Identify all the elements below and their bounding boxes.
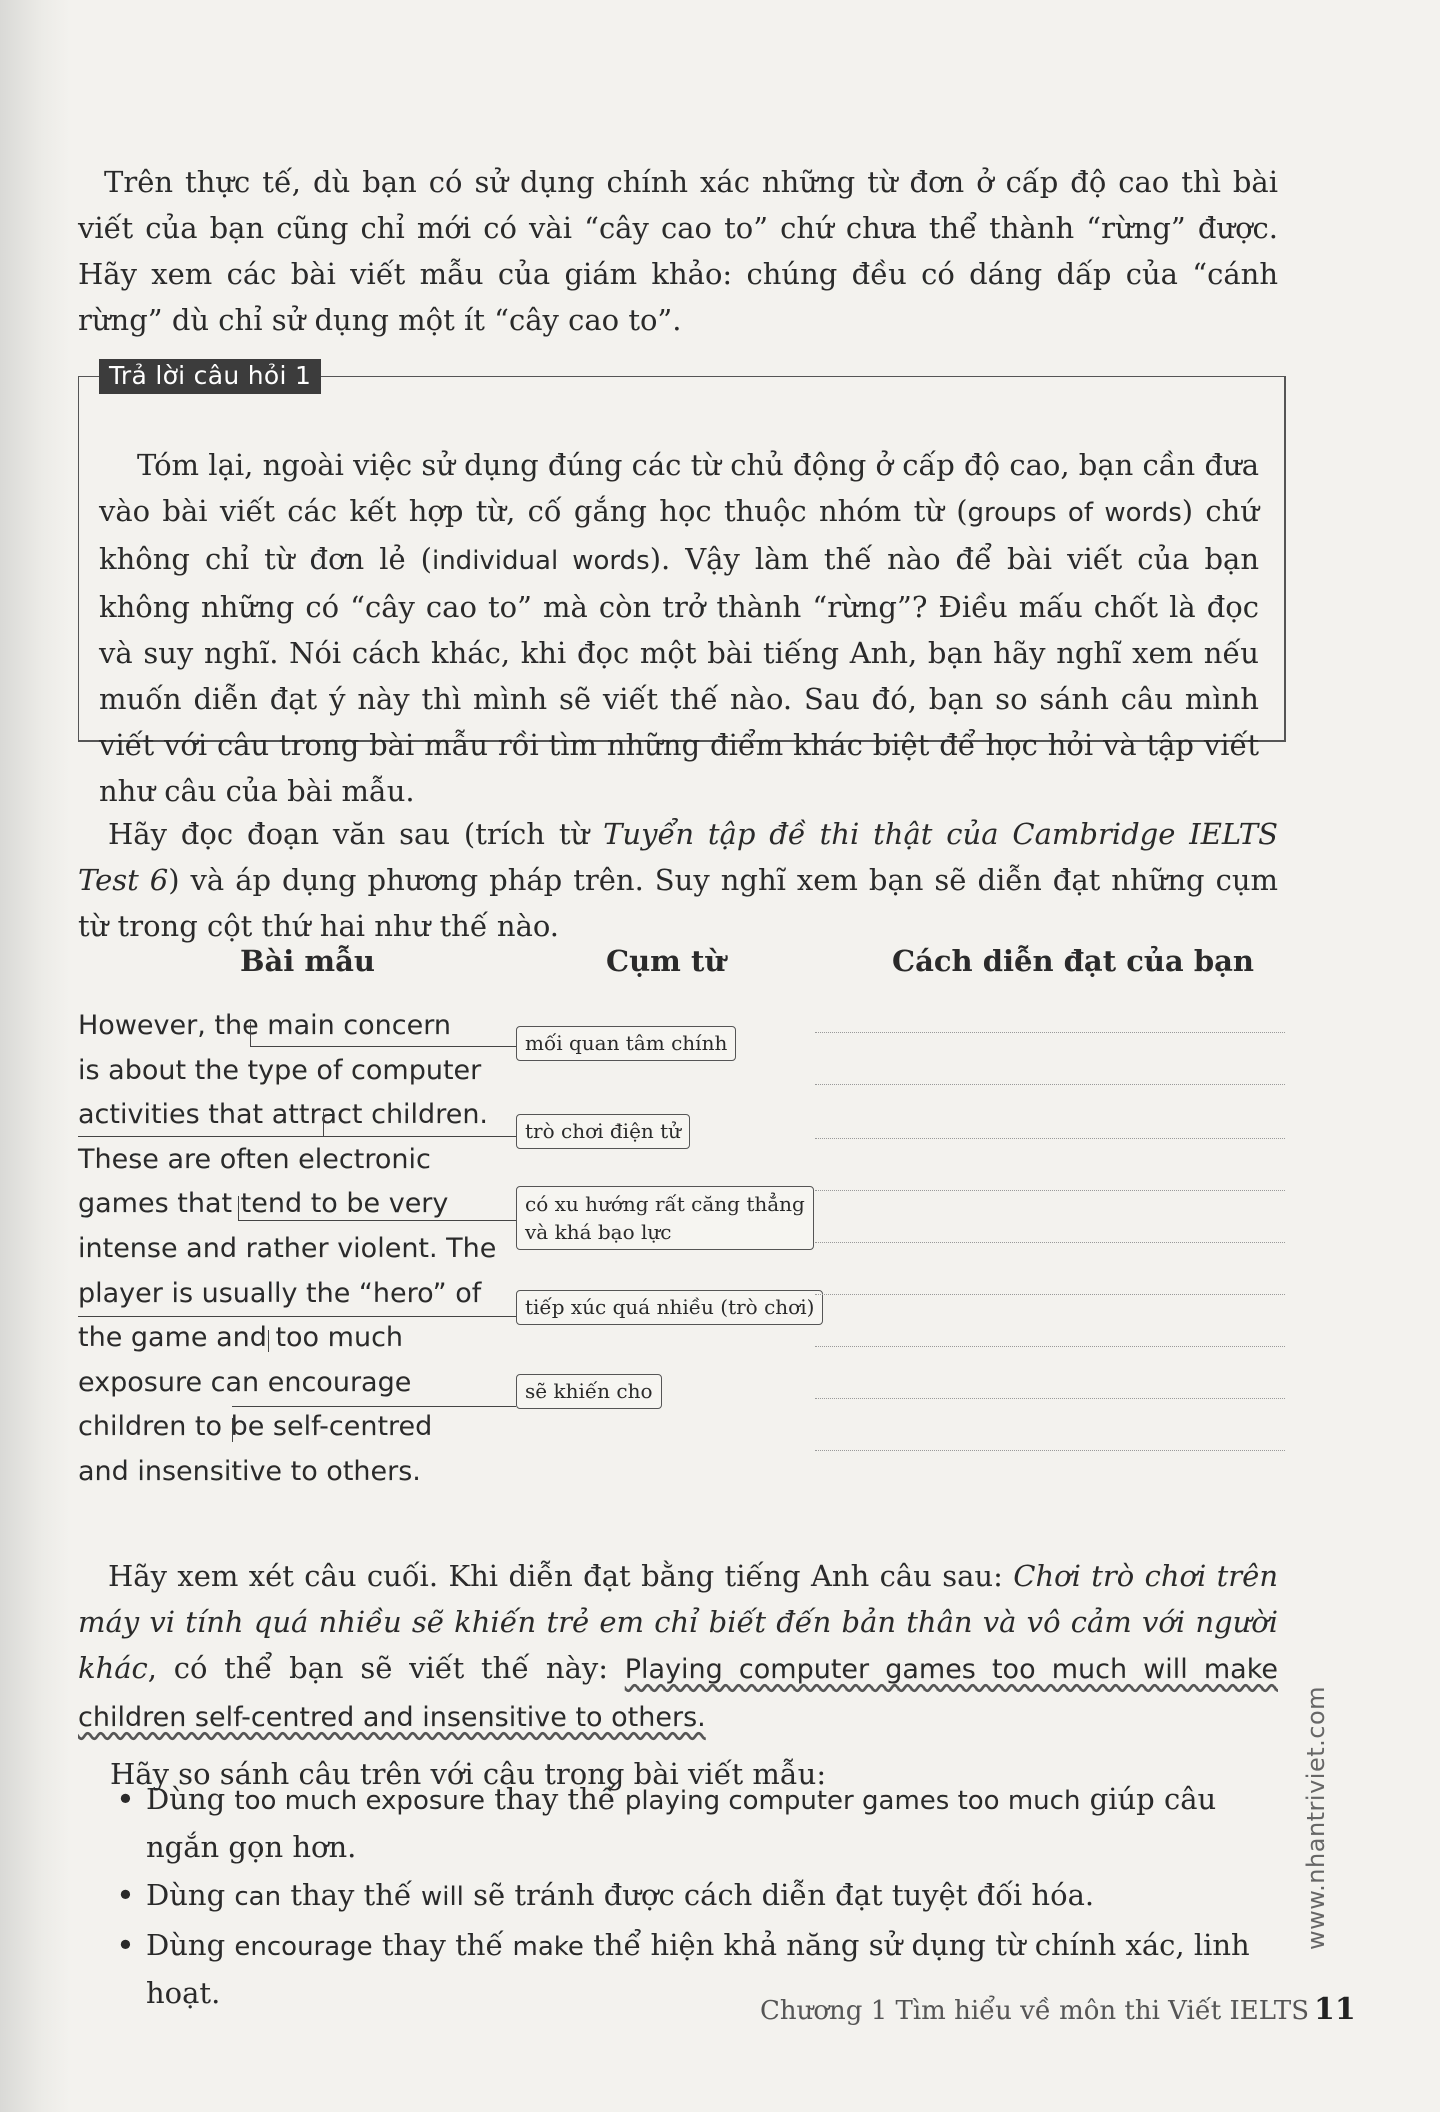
page-edge-shadow	[0, 0, 70, 2112]
bullet-text: thể hiện khả năng sử dụng từ chính xác, linh hoạt.	[146, 1928, 1250, 2010]
bullet-text: thay thế	[281, 1878, 421, 1912]
sample-line: children to be self-centred	[78, 1411, 433, 1443]
comparison-list	[110, 1776, 1290, 2018]
connector-line	[268, 1330, 269, 1352]
bullet-term: can	[234, 1882, 282, 1912]
answer-line[interactable]	[815, 1294, 1285, 1295]
bullet-text: thay thế	[484, 1782, 625, 1816]
compare-intro: Hãy so sánh câu trên với câu trong bài viết mẫu:	[110, 1757, 827, 1791]
answer-line[interactable]	[815, 1138, 1285, 1139]
bullet-term: will	[420, 1882, 464, 1912]
sample-line: intense and rather violent. The	[78, 1232, 497, 1264]
answer-text-part: Tóm lại, ngoài việc sử dụng đúng các từ chủ động ở cấp độ cao, bạn cần đưa vào bài viết các kết hợp từ, cố gắng học thuộc nhóm từ (	[99, 448, 1259, 528]
analysis-paragraph	[78, 1553, 1278, 1741]
answer-line[interactable]	[815, 1346, 1285, 1347]
phrase-box: mối quan tâm chính	[516, 1026, 736, 1061]
english-sentence: Playing computer games too much will make children self-centred and insensitive to others.	[78, 1654, 1278, 1733]
bullet-term: playing computer games too much	[624, 1786, 1081, 1816]
sample-line: is about the type of computer	[78, 1054, 482, 1086]
column-header-phrase: Cụm từ	[606, 944, 726, 978]
analysis-text: Hãy xem xét câu cuối. Khi diễn đạt bằng tiếng Anh câu sau:	[108, 1559, 1014, 1593]
instruction-paragraph	[78, 811, 1278, 949]
bullet-term: too much exposure	[234, 1786, 485, 1816]
sample-line: However, the main concern	[78, 1010, 451, 1041]
column-header-sample: Bài mẫu	[240, 944, 375, 978]
answer-line[interactable]	[815, 1450, 1285, 1451]
connector-line	[323, 1112, 324, 1136]
intro-paragraph: Trên thực tế, dù bạn có sử dụng chính xác những từ đơn ở cấp độ cao thì bài viết của bạn cũng chỉ mới có vài “cây cao to” chứ chưa thể thành “rừng” được. Hãy xem các bài viết mẫu của giám khảo: chúng đều có dáng dấp của “cánh rừng” dù chỉ sử dụng một ít “cây cao to”.	[78, 165, 1278, 337]
publisher-url: www.nhantriviet.com	[1302, 1685, 1330, 1950]
answer-line[interactable]	[815, 1398, 1285, 1399]
sample-passage	[78, 1004, 518, 1495]
sample-line: player is usually the “hero” of	[78, 1277, 482, 1309]
analysis-text: , có thể bạn sẽ viết thế này:	[147, 1651, 625, 1685]
bullet-text: thay thế	[372, 1928, 513, 1962]
connector-line	[232, 1406, 516, 1407]
chapter-footer: Chương 1 Tìm hiểu về môn thi Viết IELTS	[760, 1996, 1310, 2026]
connector-line	[232, 1418, 233, 1442]
connector-line	[250, 1022, 251, 1046]
instruction-text: Hãy đọc đoạn văn sau (trích từ	[108, 817, 604, 851]
answer-box-text	[99, 442, 1259, 814]
bullet-text: sẽ tránh được cách diễn đạt tuyệt đối hóa.	[463, 1878, 1095, 1912]
sample-line: exposure can encourage	[78, 1366, 412, 1398]
connector-line	[78, 1136, 516, 1137]
column-header-yours: Cách diễn đạt của bạn	[892, 944, 1254, 978]
connector-line	[238, 1220, 516, 1221]
answer-box	[78, 361, 1286, 808]
phrase-box	[516, 1186, 814, 1250]
connector-line	[78, 1316, 516, 1317]
book-title: Tuyển tập đề thi thật của Cambridge IELTS Test 6	[78, 817, 1278, 897]
answer-text-part: ) chứ không chỉ từ đơn lẻ (	[99, 494, 1259, 576]
answer-line[interactable]	[815, 1242, 1285, 1243]
list-item	[110, 1872, 1290, 1920]
sample-line: These are often electronic	[78, 1143, 431, 1175]
list-item	[110, 1776, 1290, 1870]
bullet-text: giúp câu ngắn gọn hơn.	[146, 1782, 1217, 1864]
instruction-text: ) và áp dụng phương pháp trên. Suy nghĩ xem bạn sẽ diễn đạt những cụm từ trong cột thứ hai như thế nào.	[78, 863, 1278, 943]
sample-line: the game and too much	[78, 1322, 404, 1354]
page-number: 11	[1314, 1992, 1356, 2027]
phrase-box: sẽ khiến cho	[516, 1374, 662, 1409]
answer-line[interactable]	[815, 1032, 1285, 1033]
answer-term: groups of words	[967, 498, 1182, 528]
connector-line	[250, 1046, 516, 1047]
answer-line[interactable]	[815, 1084, 1285, 1085]
answer-line[interactable]	[815, 1190, 1285, 1191]
bullet-term: make	[512, 1932, 584, 1962]
connector-line	[238, 1196, 239, 1220]
bullet-text: Dùng	[146, 1782, 235, 1816]
answer-box-tag: Trả lời câu hỏi 1	[99, 359, 321, 394]
vietnamese-sentence: Chơi trò chơi trên máy vi tính quá nhiều sẽ khiến trẻ em chỉ biết đến bản thân và vô cảm với người khác	[78, 1559, 1278, 1685]
bullet-term: encourage	[234, 1932, 373, 1962]
sample-line: and insensitive to others.	[78, 1455, 421, 1487]
sample-line: activities that attract children.	[78, 1099, 489, 1131]
answer-text-part: ). Vậy làm thế nào để bài viết của bạn không những có “cây cao to” mà còn trở thành “rừng”? Điều mấu chốt là đọc và suy nghĩ. Nói cách khác, khi đọc một bài tiếng Anh, bạn hãy nghĩ xem nếu muốn diễn đạt ý này thì mình sẽ viết thế nào. Sau đó, bạn so sánh câu mình viết với câu trong bài mẫu rồi tìm những điểm khác biệt để học hỏi và tập viết như câu của bài mẫu.	[99, 542, 1260, 808]
sample-line: games that tend to be very	[78, 1188, 449, 1220]
phrase-line: và khá bạo lực	[525, 1220, 672, 1244]
answer-term: individual words	[431, 546, 650, 576]
phrase-box: trò chơi điện tử	[516, 1114, 690, 1149]
bullet-text: Dùng	[146, 1928, 235, 1962]
phrase-line: có xu hướng rất căng thẳng	[525, 1192, 805, 1216]
bullet-text: Dùng	[146, 1878, 235, 1912]
phrase-box: tiếp xúc quá nhiều (trò chơi)	[516, 1290, 823, 1325]
